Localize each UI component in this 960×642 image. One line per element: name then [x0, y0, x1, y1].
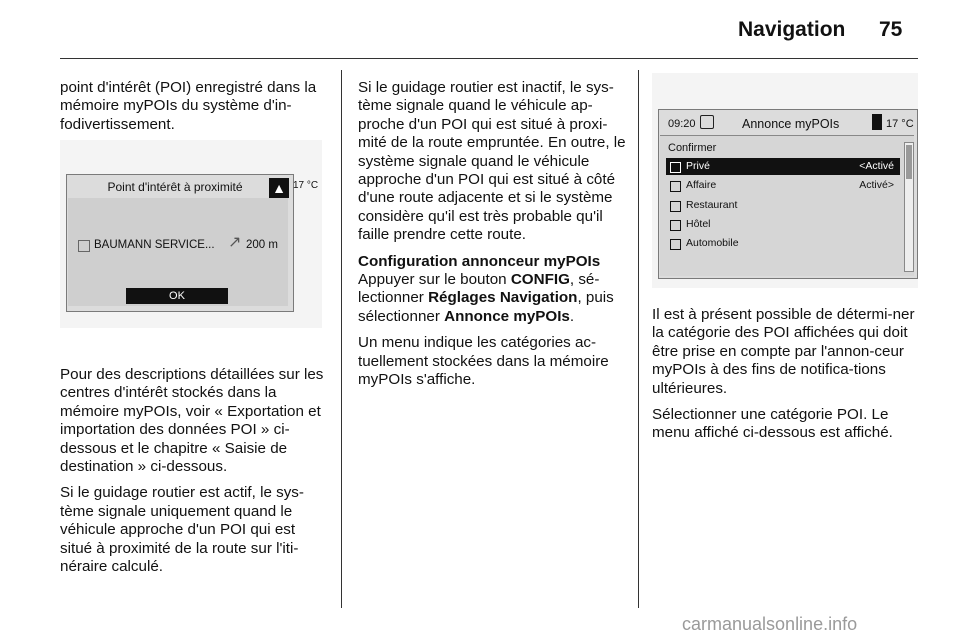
col2-paragraph-3: Un menu indique les catégories ac-tuellement stockées dans la mémoire myPOIs s'affiche. — [358, 334, 609, 389]
section-subheading: Configuration annonceur myPOIs — [358, 252, 601, 270]
category-list-panel — [660, 135, 914, 276]
scrollbar — [904, 142, 914, 272]
text-run: , sé-lectionner — [358, 271, 600, 307]
temperature-readout: 17 °C — [886, 118, 914, 130]
text-run: . — [569, 307, 575, 325]
page-title: Navigation — [738, 18, 846, 41]
poi-distance: 200 m — [246, 239, 278, 251]
list-item — [666, 197, 900, 214]
text-run: , puis sélectionner — [358, 289, 614, 325]
warning-triangle-icon: ▲ — [269, 178, 289, 198]
column-2 — [358, 79, 626, 398]
list-item — [666, 216, 900, 233]
list-item-label: Restaurant — [686, 199, 738, 211]
text-run: Appuyer sur le bouton — [358, 271, 511, 289]
category-icon — [670, 162, 681, 173]
direction-arrow-icon: ↗ — [228, 234, 242, 251]
category-icon — [670, 239, 681, 250]
menu-item-name: Réglages Navigation — [428, 289, 578, 307]
col3-paragraph-2: Sélectionner une catégorie POI. Le menu affiché ci-dessous est affiché. — [652, 406, 893, 442]
list-item-status: <Activé — [859, 160, 894, 172]
screen-title: Point d'intérêt à proximité — [107, 180, 243, 194]
column-1-top — [60, 79, 326, 142]
menu-item-name: Annonce myPOIs — [444, 307, 570, 325]
config-button-name: CONFIG — [510, 271, 570, 289]
col2-paragraph-2 — [358, 271, 626, 326]
screen-top-bar — [660, 111, 914, 135]
list-item — [666, 177, 900, 194]
poi-icon — [78, 240, 90, 252]
screen-title: Annonce myPOIs — [742, 117, 840, 131]
list-item-status: Activé> — [859, 179, 894, 191]
ok-button: OK — [126, 288, 228, 304]
annonce-mypois-screen-figure — [652, 73, 918, 288]
col3-paragraph-1: Il est à présent possible de détermi-ner la catégorie des POI affichées qui doit être prise en compte par l'annon-ceur myPOIs à des fins de notifica-tions ultérieures. — [652, 306, 915, 397]
list-item — [666, 158, 900, 175]
list-item-label: Affaire — [686, 179, 717, 191]
list-item — [666, 235, 900, 252]
list-item-label: Privé — [686, 160, 710, 172]
temperature-readout: 17 °C — [293, 180, 319, 191]
poi-proximity-screen-figure — [60, 140, 322, 328]
category-icon — [670, 220, 681, 231]
col1-paragraph-3: Si le guidage routier est actif, le sys-tème signale uniquement quand le véhicule approche d'un POI qui est situé à proximité de la route sur l'iti-néraire calculé. — [60, 484, 304, 576]
column-divider-1 — [341, 70, 342, 608]
col2-paragraph-1: Si le guidage routier est inactif, le sys-tème signale quand le véhicule ap-proche d'un POI qui est situé à proxi-mité de la route empruntée. En outre, le système signale quand le véhicule approche d'un POI qui est situé à côté d'une route adjacente et si le système considère qu'il est très probable qu'il faille prendre cette route. — [358, 79, 626, 244]
column-3 — [652, 306, 924, 451]
navigation-icon — [700, 115, 714, 129]
column-1-bottom — [60, 366, 328, 584]
col1-paragraph-1: point d'intérêt (POI) enregistré dans la mémoire myPOIs du système d'in-fodivertissement. — [60, 79, 317, 133]
warning-icon — [872, 114, 882, 130]
poi-name: BAUMANN SERVICE... — [94, 239, 215, 251]
page-number: 75 — [879, 18, 903, 41]
category-icon — [670, 201, 681, 212]
list-item-label: Hôtel — [686, 218, 711, 230]
header-rule — [60, 58, 918, 59]
category-icon — [670, 181, 681, 192]
col1-paragraph-2: Pour des descriptions détaillées sur les centres d'intérêt stockés dans la mémoire myPOIs, voir « Exportation et importation des données POI » ci-dessous et le chapitre « Saisie de destination » ci-dessous. — [60, 366, 324, 476]
list-item-label: Automobile — [686, 237, 739, 249]
poi-row — [78, 236, 284, 254]
clock: 09:20 — [668, 118, 696, 130]
scrollbar-thumb — [906, 145, 912, 179]
watermark: carmanualsonline.info — [682, 614, 858, 634]
list-header: Confirmer — [668, 142, 717, 154]
column-divider-2 — [638, 70, 639, 608]
